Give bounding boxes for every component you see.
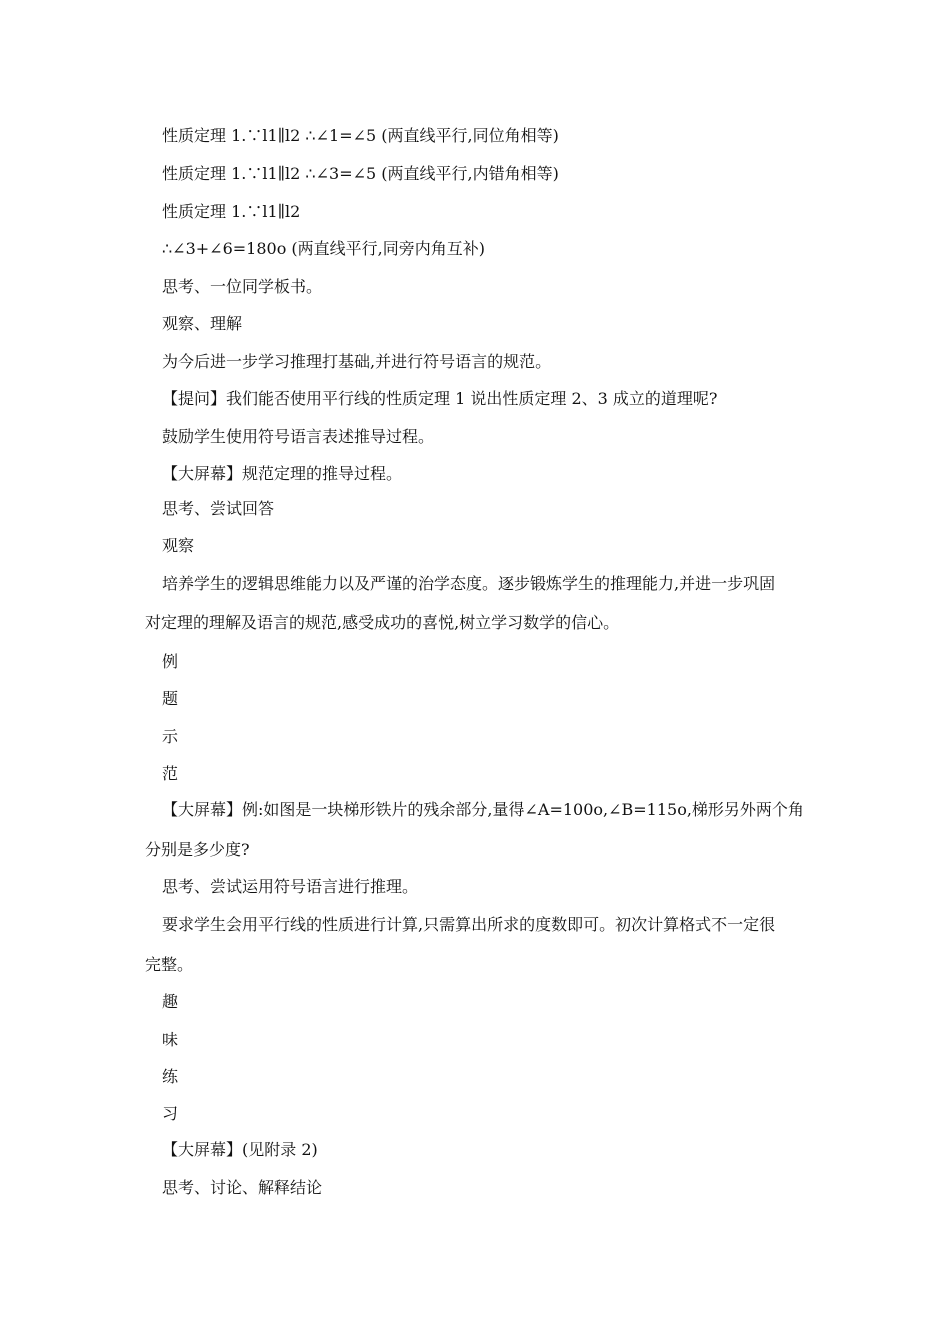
text-line-requirement: 要求学生会用平行线的性质进行计算,只需算出所求的度数即可。初次计算格式不一定很 [162,915,776,934]
text-line-appendix: 【大屏幕】(见附录 2) [162,1140,318,1159]
text-line-section-char-1: 例 [162,652,179,671]
text-line-observe-understand: 观察、理解 [162,314,243,333]
text-line-fun-char-3: 练 [162,1067,179,1086]
text-line-foundation: 为今后进一步学习推理打基础,并进行符号语言的规范。 [162,352,552,371]
text-line-observe: 观察 [162,536,195,555]
text-line-fun-char-1: 趣 [162,992,179,1011]
text-line-discuss: 思考、讨论、解释结论 [162,1178,323,1197]
text-line-section-char-2: 题 [162,689,179,708]
text-line-encourage: 鼓励学生使用符号语言表述推导过程。 [162,427,435,446]
text-line-example-continued: 分别是多少度? [145,840,250,859]
text-line-theorem-3-conclusion: ∴∠3+∠6=180o (两直线平行,同旁内角互补) [162,239,485,258]
text-line-section-char-3: 示 [162,727,179,746]
text-line-example: 【大屏幕】例:如图是一块梯形铁片的残余部分,量得∠A=100o,∠B=115o,梯形另外两个角 [162,800,804,819]
text-line-think-answer: 思考、尝试回答 [162,499,275,518]
text-line-fun-char-2: 味 [162,1030,179,1049]
text-line-cultivate: 培养学生的逻辑思维能力以及严谨的治学态度。逐步锻炼学生的推理能力,并进一步巩固 [162,574,776,593]
text-line-fun-char-4: 习 [162,1104,179,1123]
text-line-cultivate-continued: 对定理的理解及语言的规范,感受成功的喜悦,树立学习数学的信心。 [145,613,620,632]
text-line-think-board: 思考、一位同学板书。 [162,277,323,296]
text-line-theorem-2: 性质定理 1.∵l1∥l2 ∴∠3=∠5 (两直线平行,内错角相等) [162,164,559,183]
text-line-theorem-1: 性质定理 1.∵l1∥l2 ∴∠1=∠5 (两直线平行,同位角相等) [162,126,559,145]
text-line-question: 【提问】我们能否使用平行线的性质定理 1 说出性质定理 2、3 成立的道理呢? [162,389,718,408]
text-line-think-reasoning: 思考、尝试运用符号语言进行推理。 [162,877,419,896]
text-line-big-screen-derivation: 【大屏幕】规范定理的推导过程。 [162,464,403,483]
text-line-requirement-continued: 完整。 [145,955,194,974]
text-line-section-char-4: 范 [162,764,179,783]
text-line-theorem-3: 性质定理 1.∵l1∥l2 [162,202,301,221]
